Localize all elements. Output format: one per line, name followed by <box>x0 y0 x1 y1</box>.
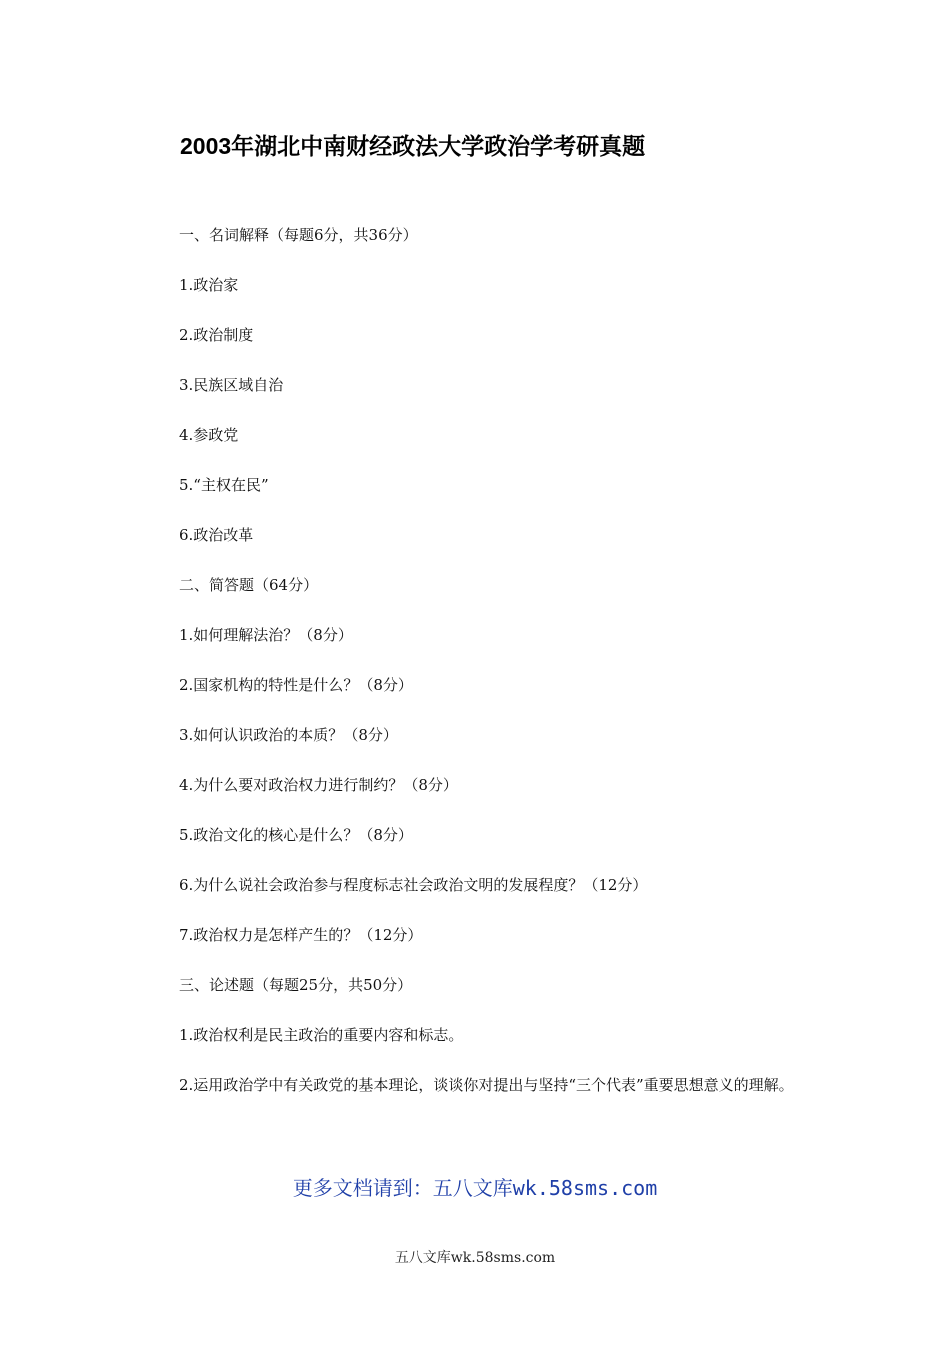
list-item: 6.政治改革 <box>179 526 254 544</box>
list-item: 2.国家机构的特性是什么？（8分） <box>179 676 413 694</box>
list-item: 4.为什么要对政治权力进行制约？（8分） <box>179 776 458 794</box>
page-title: 2003年湖北中南财经政法大学政治学考研真题 <box>180 133 646 159</box>
list-item: 5.政治文化的核心是什么？（8分） <box>179 826 413 844</box>
section-heading: 二、简答题（64分） <box>179 576 319 594</box>
section-heading: 一、名词解释（每题6分，共36分） <box>179 226 418 244</box>
list-item: 1.如何理解法治？（8分） <box>179 626 353 644</box>
promo-text: 更多文档请到：五八文库 <box>292 1176 513 1200</box>
list-item: 1.政治家 <box>179 276 239 294</box>
promo-url: wk.58sms.com <box>512 1176 658 1200</box>
promo-link[interactable] <box>0 1172 950 1201</box>
list-item: 2.政治制度 <box>179 326 254 344</box>
list-item: 7.政治权力是怎样产生的？（12分） <box>179 926 423 944</box>
section-heading: 三、论述题（每题25分，共50分） <box>179 976 413 994</box>
list-item: 3.如何认识政治的本质？（8分） <box>179 726 398 744</box>
list-item: 1.政治权利是民主政治的重要内容和标志。 <box>179 1026 464 1044</box>
list-item: 5.“主权在民” <box>179 476 269 494</box>
list-item: 3.民族区域自治 <box>179 376 284 394</box>
list-item: 6.为什么说社会政治参与程度标志社会政治文明的发展程度？（12分） <box>179 876 648 894</box>
list-item: 2.运用政治学中有关政党的基本理论，谈谈你对提出与坚持“三个代表”重要思想意义的理解。 <box>179 1076 794 1094</box>
list-item: 4.参政党 <box>179 426 239 444</box>
page-footer: 五八文库wk.58sms.com <box>394 1250 556 1266</box>
